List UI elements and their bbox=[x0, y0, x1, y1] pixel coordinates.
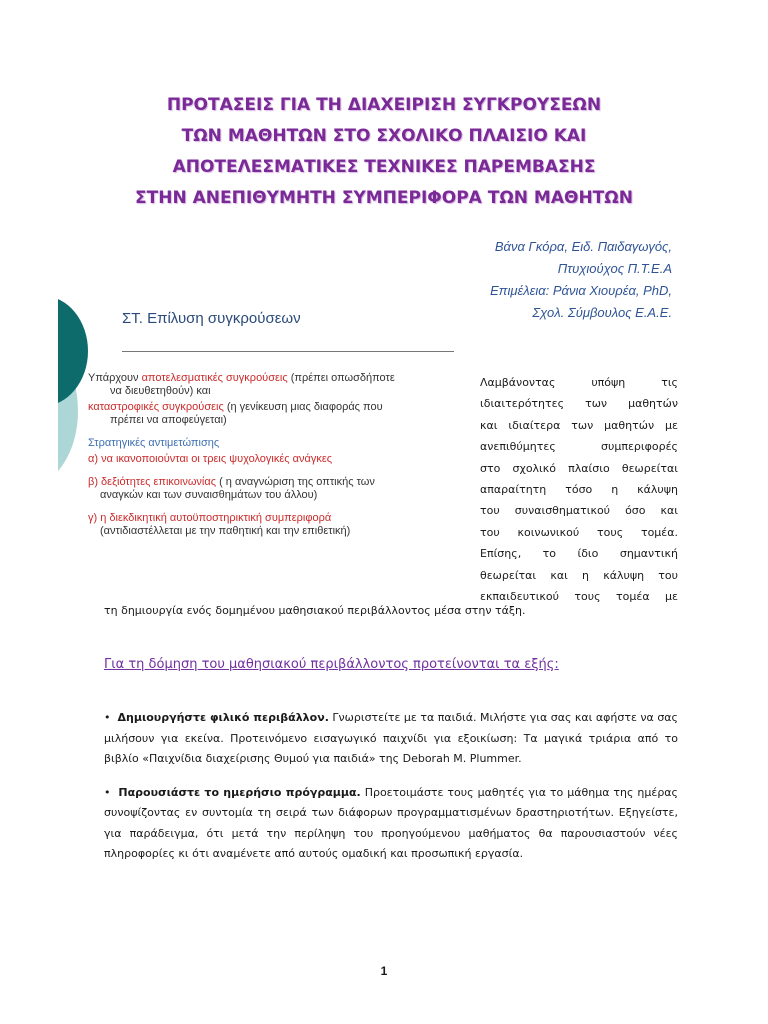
document-title bbox=[0, 90, 768, 214]
paragraph-line: στο σχολικό πλαίσιο θεωρείται bbox=[480, 461, 678, 475]
slide-text: γ) η διεκδικητική αυτοϋποστηρικτική συμπεριφορά bbox=[88, 512, 332, 524]
bullet-list bbox=[104, 708, 678, 878]
paragraph-line: του συναισθηματικού όσο και bbox=[480, 504, 678, 518]
paragraph-line: ιδιαιτερότητες των μαθητών bbox=[480, 397, 678, 411]
slide-title: ΣΤ. Επίλυση συγκρούσεων bbox=[122, 310, 301, 327]
decorative-circle bbox=[58, 296, 88, 406]
slide-text: (η γενίκευση μιας διαφοράς που bbox=[223, 401, 383, 413]
title-line: ΠΡΟΤΑΣΕΙΣ ΓΙΑ ΤΗ ΔΙΑΧΕΙΡΙΣΗ ΣΥΓΚΡΟΥΣΕΩΝ bbox=[166, 95, 602, 115]
slide-line bbox=[88, 372, 468, 398]
paragraph-line: εκπαιδευτικού τους τομέα με bbox=[480, 590, 678, 604]
title-line: ΤΩΝ ΜΑΘΗΤΩΝ ΣΤΟ ΣΧΟΛΙΚΟ ΠΛΑΙΣΙΟ ΚΑΙ bbox=[181, 126, 587, 146]
bullet-heading: Δημιουργήστε φιλικό περιβάλλον. bbox=[117, 711, 329, 724]
slide-text: (πρέπει οπωσδήποτε bbox=[287, 372, 395, 384]
author-line: Επιμέλεια: Ράνια Χιουρέα, PhD, bbox=[490, 283, 672, 298]
slide-line bbox=[88, 401, 468, 427]
bullet-item bbox=[104, 708, 678, 770]
author-line: Βάνα Γκόρα, Ειδ. Παιδαγωγός, bbox=[494, 239, 672, 254]
slide-line bbox=[88, 476, 468, 502]
paragraph-continuation: τη δημιουργία ενός δομημένου μαθησιακού περιβάλλοντος μέσα στην τάξη. bbox=[104, 604, 526, 617]
page-number: 1 bbox=[380, 964, 388, 978]
slide-text: αναγκών και των συναισθημάτων του άλλου) bbox=[100, 489, 318, 501]
slide-text: καταστροφικές συγκρούσεις bbox=[88, 401, 224, 413]
bullet-dot: • bbox=[104, 785, 119, 799]
author-block bbox=[490, 236, 672, 324]
bullet-dot: • bbox=[104, 711, 118, 724]
section-heading: Για τη δόμηση του μαθησιακού περιβάλλοντος προτείνονται τα εξής: bbox=[104, 657, 559, 672]
slide-text: Υπάρχουν bbox=[88, 372, 142, 384]
slide-text: β) δεξιότητες επικοινωνίας bbox=[88, 476, 217, 488]
slide-text: να διευθετηθούν) και bbox=[110, 385, 211, 397]
slide-text: (αντιδιαστέλλεται με την παθητική και την επιθετική) bbox=[100, 525, 351, 537]
paragraph-line: και ιδιαίτερα των μαθητών με bbox=[480, 418, 678, 432]
slide-text: αποτελεσματικές συγκρούσεις bbox=[141, 372, 288, 384]
slide-line bbox=[88, 512, 468, 538]
paragraph-line: Λαμβάνοντας υπόψη τις bbox=[480, 376, 678, 389]
bullet-text: Γνωριστείτε με τα παιδιά. Μιλήστε για σας και αφήστε να σας μιλήσουν για εκείνα. Προτεινόμενο εισαγωγικό παιχνίδι για εξοικίωση: Τα μαγικά τριάρια από το βιβλίο «Παιχνίδια διαχείρισης Θυμού για παιδιά» της Deborah M. Plummer. bbox=[104, 711, 678, 765]
slide-divider bbox=[122, 351, 454, 352]
paragraph-line: απαραίτητη τόσο η κάλυψη bbox=[480, 483, 678, 497]
bullet-item bbox=[104, 783, 678, 865]
slide-text: ( η αναγνώριση της οπτικής των bbox=[216, 476, 375, 488]
slide-image bbox=[58, 296, 472, 552]
slide-item-a: α) να ικανοποιούνται οι τρεις ψυχολογικές ανάγκες bbox=[88, 453, 333, 465]
paragraph-line: του κοινωνικού τους τομέα. bbox=[480, 525, 678, 539]
slide-body bbox=[88, 372, 468, 541]
side-paragraph bbox=[480, 372, 678, 607]
author-line: Σχολ. Σύμβουλος Ε.Α.Ε. bbox=[532, 305, 672, 320]
bullet-heading: Παρουσιάστε το ημερήσιο πρόγραμμα. bbox=[118, 785, 361, 799]
title-line: ΣΤΗΝ ΑΝΕΠΙΘΥΜΗΤΗ ΣΥΜΠΕΡΙΦΟΡΑ ΤΩΝ ΜΑΘΗΤΩΝ bbox=[135, 188, 633, 208]
slide-strategies: Στρατηγικές αντιμετώπισης bbox=[88, 437, 220, 449]
paragraph-line: Επίσης, το ίδιο σημαντική bbox=[480, 547, 678, 561]
paragraph-line: θεωρείται και η κάλυψη του bbox=[480, 568, 678, 582]
slide-text: πρέπει να αποφεύγεται) bbox=[110, 414, 227, 426]
author-line: Πτυχιούχος Π.Τ.Ε.Α bbox=[557, 261, 672, 276]
bullet-text: Προετοιμάστε τους μαθητές για το μάθημα της ημέρας συνοψίζοντας εν συντομία τη σειρά των διάφορων προγραμματισμένων δραστηριοτήτων. Εξηγείστε, για παράδειγμα, ότι μετά την περίληψη του προηγούμενου μαθήματος θα παρουσιαστούν νέες πληροφορίες κι ότι αναμένετε από αυτούς ομαδική και προσωπική εργασία. bbox=[104, 785, 679, 860]
title-line: ΑΠΟΤΕΛΕΣΜΑΤΙΚΕΣ ΤΕΧΝΙΚΕΣ ΠΑΡΕΜΒΑΣΗΣ bbox=[172, 157, 596, 177]
paragraph-line: ανεπιθύμητες συμπεριφορές bbox=[480, 440, 678, 454]
